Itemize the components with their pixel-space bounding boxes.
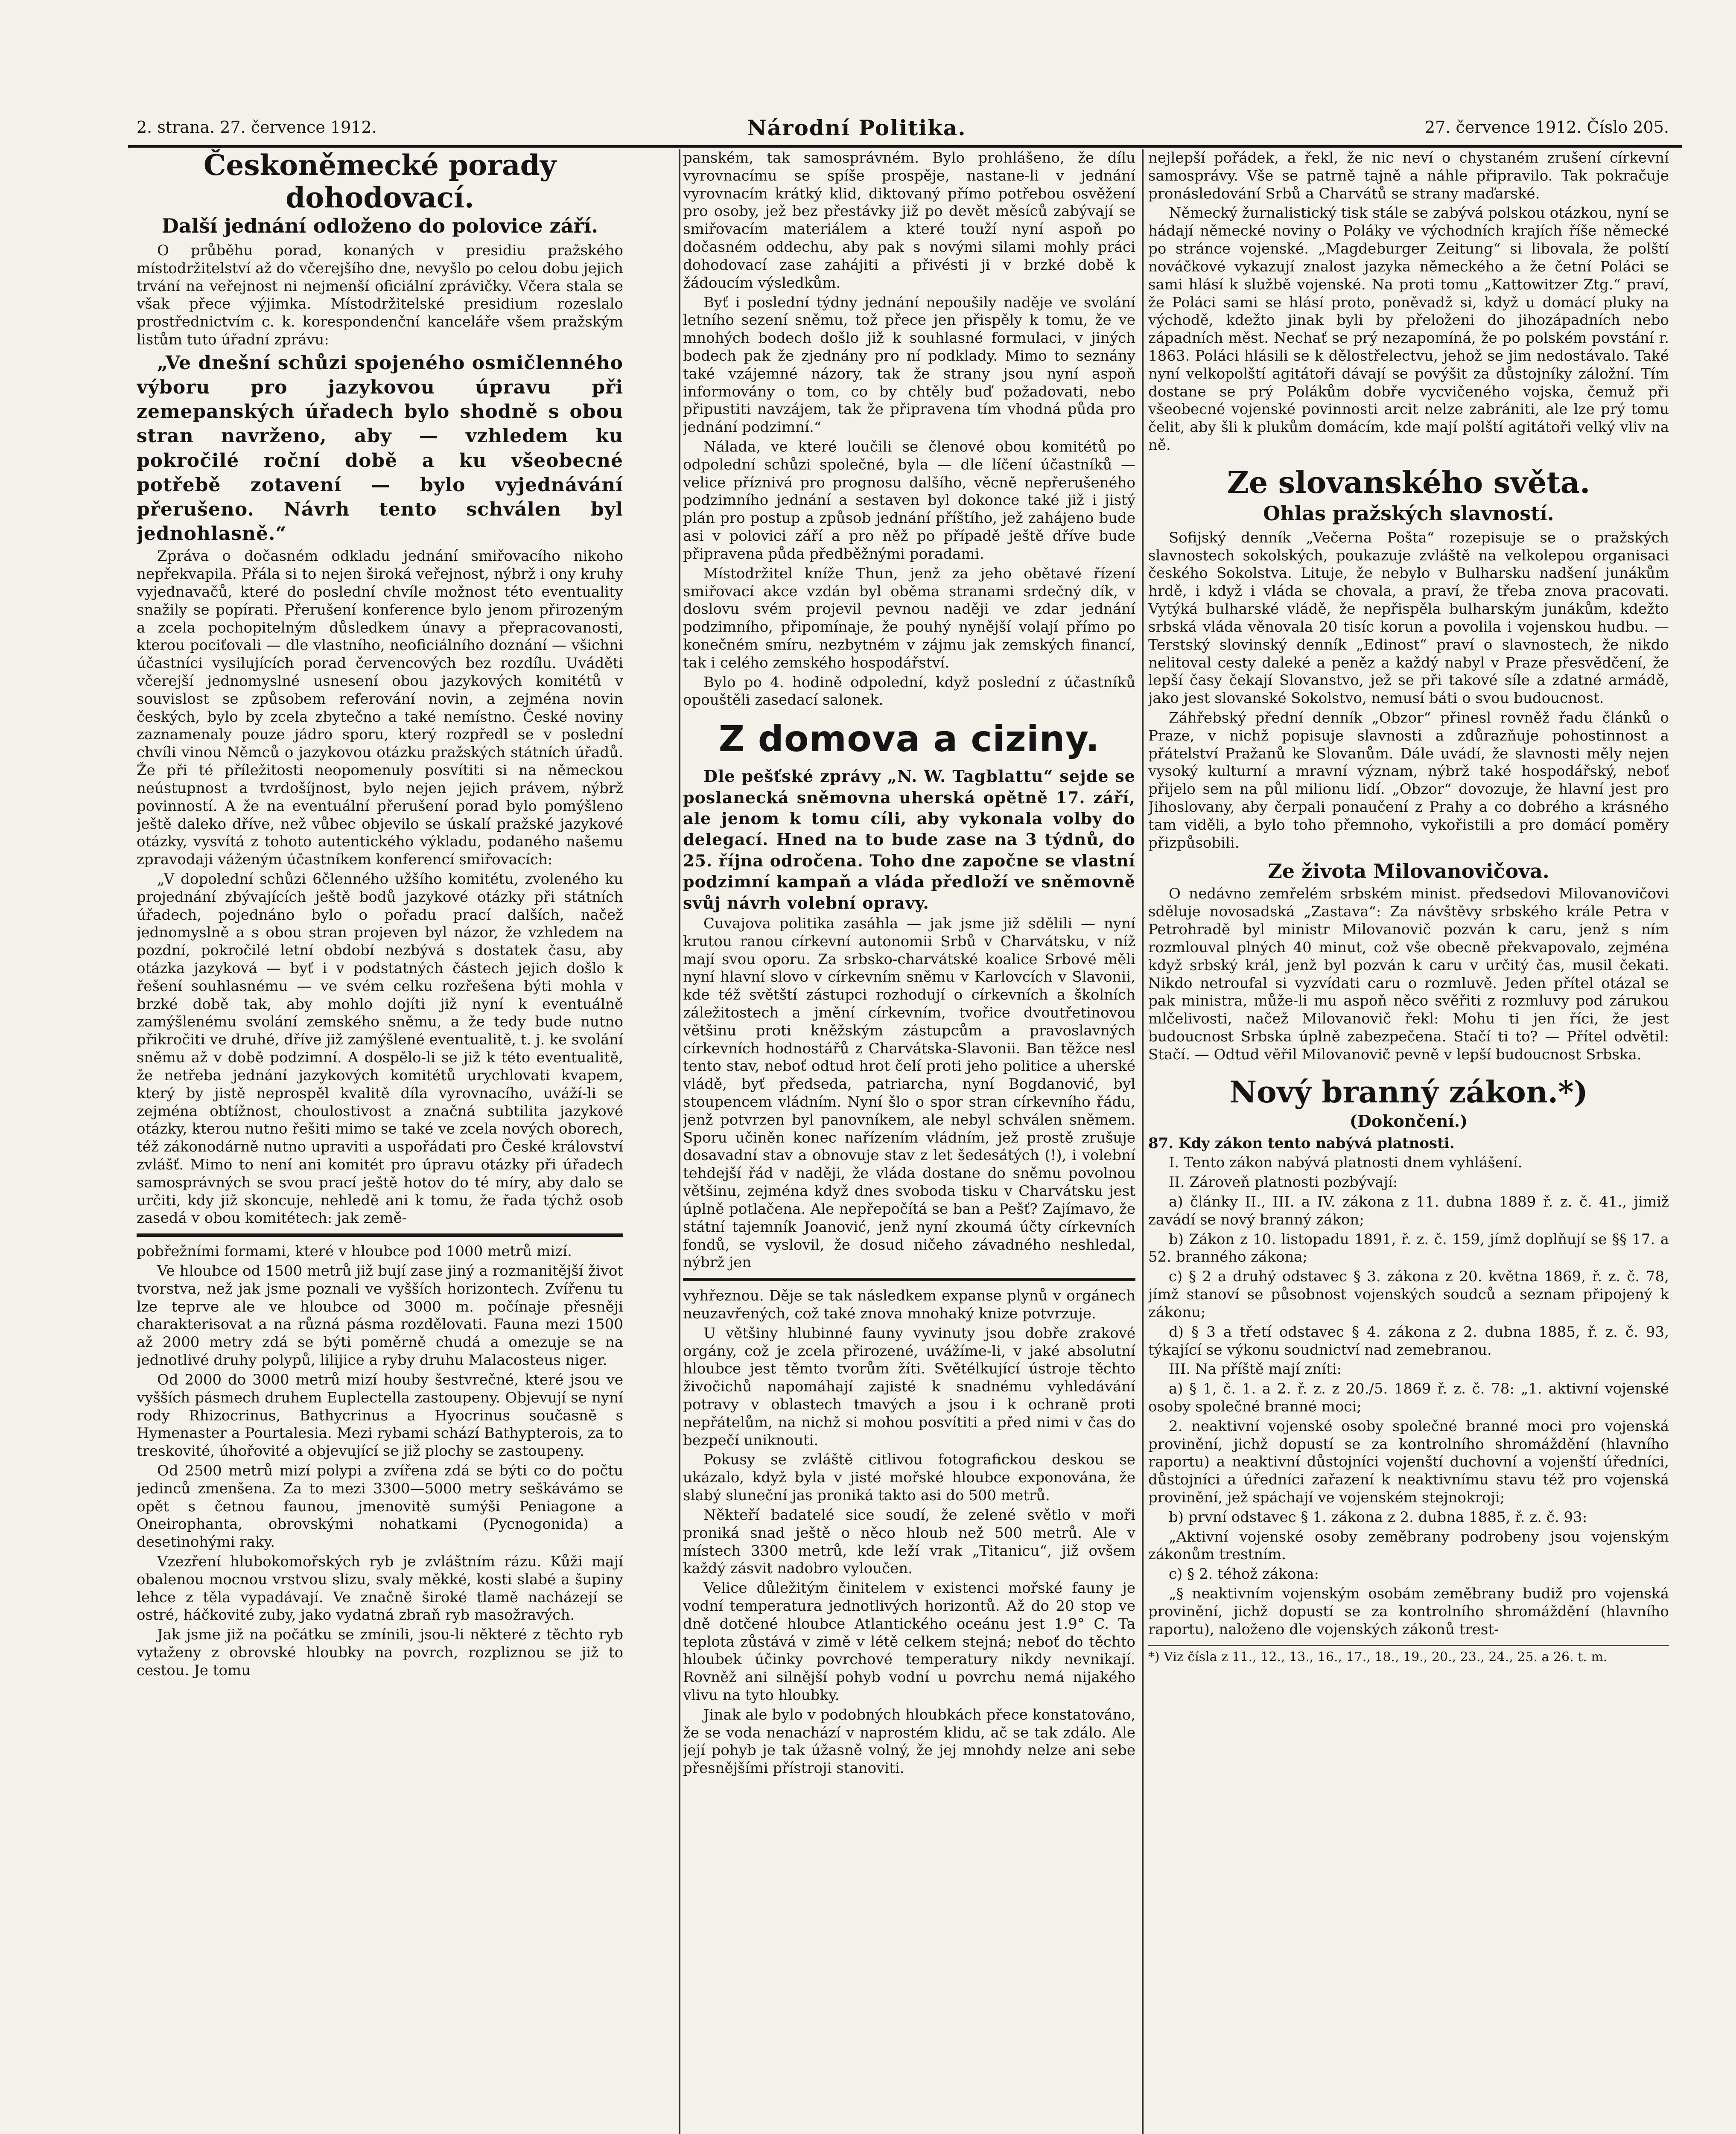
paragraph: O průběhu porad, konaných v presidiu pražského místodržitelství až do včerejšího dne, nevyšlo po celou dobu jejich trvání na veřejnost ni nejmenší oficiální zprávičky. Včera stala se však přece výjimka. Místodržitelské presidium rozeslalo prostřednictvím c. k. korespondenční kanceláře všem pražským listům tuto úřadní zprávu:	[137, 242, 623, 349]
paragraph: Zpráva o dočasném odkladu jednání smiřovacího nikoho nepřekvapila. Přála si to nejen široká veřejnost, nýbrž i ony kruhy vyjednavačů, které do poslední chvíle možnost této eventuality snažily se popírati. Přerušení konference bylo jenom přirozeným a zcela pochopitelným důsledkem únavy a přepracovanosti, kterou pociťovali — dle vlastního, neoficiálního doznání — všichni účastníci vysilujících porad červencových bez rozdílu. Uváděti včerejší jednomyslné usnesení obou jazykových komitétů v souvislost se způsobem referování novin, a zejména novin českých, bylo by zcela zbytečno a také nemístno. České noviny zaznamenaly pouze jádro sporu, který rozpředl se v poslední chvíli vinou Němců o jazykovou otázku pražských státních úřadů. Že při té příležitosti neopomenuly posvítiti si na německou neústupnost a tvrdošíjnost, bylo nejen jejich právem, nýbrž povinností. A že na eventuální přerušení porad bylo pomýšleno ještě daleko dříve, než vůbec objevilo se úskalí pražské jazykové otázky, vysvítá z tohoto autentického výkladu, podaného našemu zpravodaji váženým účastníkem konferencí smiřovacích:	[137, 548, 623, 869]
paragraph: panském, tak samosprávném. Bylo prohlášeno, že dílu vyrovnacímu se spíše prospěje, nastane-li v jednání vyrovnacím krátký klid, diktovaný přímo potřebou osvěžení pro osoby, jež bez přestávky již po devět měsíců zabývají se smiřovacím materiálem a které touží nyní aspoň po dočasném oddechu, aby pak s novými silami mohly práci dohodovací zase zahájiti a přivésti ji v brzké době k žádoucím výsledkům.	[683, 149, 1135, 292]
paragraph: O nedávno zemřelém srbském minist. předsedovi Milovanovičovi sděluje novosadská „Zastava“: Za návštěvy srbského krále Petra v Petrohradě byl ministr Milovanovič pozván k caru, jenž s ním rozmlouval plných 40 minut, což vše obecně překvapovalo, zejména když srbský král, jenž byl pozván k caru v určitý čas, musil čekati. Nikdo netroufal si vyzvídati caru o rozmluvě. Jeden přítel otázal se pak ministra, může-li mu aspoň něco svěřiti z rozmluvy pod zárukou mlčelivosti, načež Milovanovič řekl: Mohu ti jen říci, že jest budoucnost Srbska úplně zabezpečena. Stačí ti to? — Přítel odvětil: Stačí. — Odtud věřil Milovanovič pevně v lepší budoucnost Srbska.	[1148, 885, 1669, 1063]
section-subheading: Ze života Milovanovičova.	[1268, 860, 1549, 883]
official-quote: „Ve dnešní schůzi spojeného osmičlenného výboru pro jazykovou úpravu při zemepanských úřadech bylo shodně s obou stran navrženo, aby — vzhledem ku pokročilé roční době a ku všeobecné potřebě zotavení — bylo vyjednávání přerušeno. Návrh tento schválen byl jednohlasně.“	[137, 352, 623, 545]
paragraph: Bylo po 4. hodině odpolední, když poslední z účastníků opouštěli zasedací salonek.	[683, 673, 1135, 709]
article-subhead: Další jednání odloženo do polovice září.	[161, 214, 598, 237]
paragraph: pobřežními formami, které v hloubce pod 1000 metrů mizí.	[137, 1243, 572, 1260]
paragraph: c) § 2. téhož zákona:	[1169, 1566, 1319, 1583]
paragraph: „Aktivní vojenské osoby zeměbrany podrobeny jsou vojenským zákonům trestním.	[1148, 1528, 1669, 1563]
paragraph: II. Zároveň platnosti pozbývají:	[1169, 1174, 1398, 1191]
paragraph: Ve hloubce od 1500 metrů již bují zase jiný a rozmanitější život tvorstva, než jak jsme poznali ve vyšších horizontech. Zvířenu tu lze teprve ale ve hloubce od 3000 m. počínaje přesněji charakterisovat a na různá pásma rozdělovati. Fauna mezi 1500 až 2000 metry zdá se býti poměrně chudá a omezuje se na jednotlivé druhy polypů, lilijice a ryby druhu Malacosteus niger.	[137, 1262, 623, 1369]
paragraph: Byť i poslední týdny jednání nepoušily naděje ve svolání letního sezení sněmu, tož přece jen přispěly k tomu, že ve mnohých bodech došlo již k souhlasné formulaci, v jiných bodech pak že zjednány pro ní podklady. Mimo to seznány také vzájemné názory, tak že strany jsou nyní aspoň informovány o tom, co by chtěly buď požadovati, nebo připustiti navzájem, tak že připravena tím vhodná půda pro jednání podzimní.“	[683, 294, 1135, 436]
paragraph: b) první odstavec § 1. zákona z 2. dubna 1885, ř. z. č. 93:	[1169, 1508, 1587, 1526]
section-heading: Nový branný zákon.*)	[1229, 1074, 1588, 1110]
paragraph: Cuvajova politika zasáhla — jak jsme již sdělili — nyní krutou ranou církevní autonomii Srbů v Charvátsku, v níž mají svou oporu. Za srbsko-charvátské koalice Srbové měli nyní hlavní slovo v církevním sněmu v Karlovcích v Slavonii, kde též světští zástupci rozhodují o církevních a školních záležitostech a jmění církevním, tvořice dvoutřetinovou většinu proti kněžským zástupcům a pravoslavných církevních hodnostářů z Charvátska-Slavonii. Ban těžce nesl tento stav, neboť odtud hrot čelí proti jeho politice a uherské vládě, byť předseda, patriarcha, nyní Bogdanović, byl stoupencem vládním. Nyní šlo o spor stran církevního řádu, jenž potvrzen byl panovníkem, ale nebyl schválen sněmem. Sporu učiněn konec nařízením vládním, jež prostě zrušuje dosavadní stav a obnovuje stav z let šedesátých (!), i volební tehdejší řád v naději, že vláda dostane do sněmu povolnou většinu, zejména když dnes svoboda tisku v Charvátsku jest úplně potlačena. Ale nepřepočítá se ban a Pešť? Zajímavo, že státní tajemník Joanović, jenž nyní zkoumá účty církevních fondů, se vyslovil, že dosud ničeho závadného neshledal, nýbrž jen	[683, 915, 1135, 1271]
section-subheading: (Dokončení.)	[1349, 1111, 1468, 1131]
paragraph: „§ neaktivním vojenským osobám zeměbrany budiž pro vojenská provinění, jichž dopustí se za kontrolního shromáždění (hlavního raportu), naloženo dle vojenských zákonů trest-	[1148, 1585, 1669, 1638]
paragraph: Vzezření hlubokomořských ryb je zvláštním rázu. Kůži mají obalenou mocnou vrstvou slizu, svaly měkké, kosti slabé a šupiny lehce z těla vypadávají. Ve značně široké tlamě nacházejí se ostré, háčkovité zuby, jako vydatná zbraň ryb masožravých.	[137, 1553, 623, 1624]
paragraph: nejlepší pořádek, a řekl, že nic neví o chystaném zrušení církevní samosprávy. Vše se patrně tajně a náhle připravilo. Tak pokračuje pronásledování Srbů a Charvátů se strany maďarské.	[1148, 149, 1669, 202]
paragraph: a) články II., III. a IV. zákona z 11. dubna 1889 ř. z. č. 41., jimiž zavádí se nový branný zákon;	[1148, 1193, 1669, 1228]
article-headline: Českoněmecké porady dohodovací.	[203, 149, 557, 214]
paragraph: III. Na příště mají zníti:	[1169, 1361, 1342, 1378]
paragraph: Sofijský denník „Večerna Pošta“ rozepisuje se o pražských slavnostech sokolských, poukazuje zvláště na velkolepou organisaci českého Sokolstva. Lituje, že nebylo v Bulharsku nadšení junákům hrdě, i když i vláda se chovala, a praví, že třeba znova pracovati. Vytýká bulharské vládě, že nepřispěla bulharským junákům, kdežto srbská vláda věnovala 20 tisíc korun a povolila i vojenskou hudbu. — Terstský slovinský denník „Edinost“ praví o slavnostech, že nikdo nelitoval cesty daleké a peněz a každý nabyl v Praze přesvědčení, že lepší časy čekají Slovanstvo, jež se při takové síle a zdatné armádě, jako jest slovanské Sokolstvo, nemusí báti o svou budoucnost.	[1148, 529, 1669, 707]
paragraph: b) Zákon z 10. listopadu 1891, ř. z. č. 159, jímž doplňují se §§ 17. a 52. branného zákona;	[1148, 1230, 1669, 1266]
column-3	[1148, 149, 1669, 2134]
paragraph: U většiny hlubinné fauny vyvinuty jsou dobře zrakové orgány, což je zcela přirozené, uvážíme-li, v jaké absolutní hloubce jest těmto tvorům žíti. Světélkující ústroje těchto živočichů napomáhají zajisté k snadnému vyhledávání potravy v oblastech tmavých a jsou i k ochraně proti nepřátelům, na nichž si mohou posvítiti a před nimi v čas do bezpečí uniknouti.	[683, 1324, 1135, 1449]
paragraph: 87. Kdy zákon tento nabývá platnosti.	[1148, 1134, 1455, 1152]
column-rule	[1142, 149, 1144, 2134]
paragraph: Místodržitel kníže Thun, jenž za jeho obětavé řízení smiřovací akce vzdán byl oběma stranami srdečný dík, v doslovu svém projevil pevnou naději ve zdar jednání podzimního, připomínaje, že pouhý nynější volají přímo po konečném smíru, nezbytném v zájmu jak zemských financí, tak i celého zemského hospodářství.	[683, 565, 1135, 671]
paragraph: d) § 3 a třetí odstavec § 4. zákona z 2. dubna 1885, ř. z. č. 93, týkající se výkonu soudnictví nad zemebranou.	[1148, 1323, 1669, 1359]
newspaper-title: Národní Politika.	[747, 115, 966, 140]
section-heading: Ze slovanského světa.	[1227, 464, 1590, 500]
paragraph: Dle pešťské zprávy „N. W. Tagblattu“ sejde se poslanecká sněmovna uherská opětně 17. září, ale jenom k tomu cíli, aby vykonala volby do delegací. Hned na to bude zase na 3 týdnů, do 25. října odročena. Toho dne započne se vlastní podzimní kampaň a vláda předloží ve sněmovně svůj návrh volební opravy.	[683, 767, 1135, 912]
section-subheading: Ohlas pražských slavností.	[1263, 501, 1554, 525]
paragraph: 2. neaktivní vojenské osoby společné branné moci pro vojenská provinění, jichž dopustí se za kontrolního shromáždění (hlavního raportu) a neaktivní důstojníci vojenští duchovní a vojenští úředníci, důstojníci a úředníci zařazení k neaktivnímu stavu též pro vojenská provinění, jež spáchají ve vojenském stejnokroji;	[1148, 1417, 1669, 1506]
paragraph: Záhřebský přední denník „Obzor“ přinesl rovněž řadu článků o Praze, v nichž popisuje slavnosti a zdůrazňuje pohostinnost a přátelství Pražanů ke Slovanům. Dále uvádí, že slavnosti měly nejen vysoký kulturní a mravní význam, nýbrž také hospodářský, neboť přijelo sem na půl milionu lidí. „Obzor“ dovozuje, že hlavní jest pro Jihoslovany, aby čerpali ponaučení z Prahy a co dobrého a krásného tam viděli, a bylo toho přemnoho, vykořistili a pro domácí poměry přizpůsobili.	[1148, 709, 1669, 851]
paragraph: Od 2500 metrů mizí polypi a zvířena zdá se býti co do počtu jedinců zmenšena. Za to mezi 3300—5000 metry seškávámo se opět s četnou faunou, jmenovitě sumýši Peniagone a Oneirophanta, obrovskými nohatkami (Pycnogonida) a desetinohými raky.	[137, 1462, 623, 1551]
section-divider	[683, 1278, 1135, 1281]
section-heading: Z domova a ciziny.	[718, 718, 1100, 760]
paragraph: Od 2000 do 3000 metrů mizí houby šestvrečné, které jsou ve vyšších pásmech druhem Euplectella zastoupeny. Objevují se nyní rody Rhizocrinus, Bathycrinus a Hyocrinus současně s Hymenaster a Pourtalesia. Mezi rybami schází Bathypterois, za to treskovité, úhořovité a objevující se již plochy se zastoupeny.	[137, 1371, 623, 1460]
section-divider	[137, 1233, 623, 1237]
page-date-left: 2. strana. 27. července 1912.	[137, 118, 377, 137]
paragraph: Německý žurnalistický tisk stále se zabývá polskou otázkou, nyní se hádají německé noviny o Poláky ve východních krajích říše německé po stránce vojenské. „Magdeburger Zeitung“ si libovala, že polští nováčkové vykazují znalost jazyka německého a že četní Poláci se sami hlásí k službě vojenské. Na proti tomu „Kattowitzer Ztg.“ praví, že Poláci sami se hlásí proto, poněvadž si, když u domácí pluky na východě, kdežto jinak byli by přeloženi do jihozápadních nebo západních měst. Nechať se prý nezapomíná, že po polském povstání r. 1863. Poláci hlásili se k dělostřelectvu, jehož se jim nedostávalo. Také nyní velkopolští agitátoři dávají se povýšit za důstojníky záložní. Tím dostane se prý Polákům dobře vycvičeného vojska, čemuž při všeobecné vojenské povinnosti arcit nelze zabrániti, ale lze prý tomu čelit, aby šli k plukům domácím, kde mají polští agitátoři velký vliv na ně.	[1148, 204, 1669, 454]
paragraph: c) § 2 a druhý odstavec § 3. zákona z 20. května 1869, ř. z. č. 78, jímž stanoví se působnost vojenských soudců a seznam připojený k zákonu;	[1148, 1268, 1669, 1321]
footnote: *) Viz čísla z 11., 12., 13., 16., 17., 18., 19., 20., 23., 24., 25. a 26. t. m.	[1148, 1645, 1669, 1665]
column-rule	[679, 149, 680, 2134]
paragraph: vyhřeznou. Děje se tak následkem expanse plynů v orgánech neuzavřených, což také znova mnohaký knize potvrzuje.	[683, 1287, 1135, 1322]
paragraph: Velice důležitým činitelem v existenci mořské fauny je vodní temperatura jednotlivých horizontů. Až do 20 stop ve dně dotčené hloubce Atlantického oceánu jest 1.9° C. Ta teplota zůstává v zimě v létě celkem stejná; neboť do těchto hloubek účinky povrchové temperatury nikdy nevnikají. Rovněž ani silnější pohyb vodní u povrchu nemá nijakého vlivu na tyto hloubky.	[683, 1580, 1135, 1704]
paragraph: „V dopolední schůzi 6členného užšího komitétu, zvoleného ku projednání zbývajících ještě bodů jazykové otázky při státních úřadech, pojednáno bylo o pořadu prací dalších, načež jednomyslně a s obou stran projeven byl názor, že vzhledem na pozdní, pokročilé letní období nezbývá s dostatek času, aby otázka jazyková — byť i v podstatných částech jejich došlo k řešení souhlasnému — ve svém celku rozřešena býti mohla v brzké době tak, aby mohlo dojíti již nyní k eventuálně zamýšlenému svolání zemského sněmu, a že tedy bude nutno přikročiti ve druhé, dříve již zamýšlené eventualitě, t. j. ke svolání sněmu až v době podzimní. A dospělo-li se již k této eventualitě, že netřeba jednání jazykových komitétů urychlovati kvapem, který by jistě neprospěl kvalitě díla vyrovnacího, uváží-li se zejména obtížnost, choulostivost a značná subtilita jazykové otázky, kterou nutno řešiti mimo se také ve zcela nových oborech, též zákonodárně nutno upraviti a uspořádati pro České království zvlášť. Mimo to není ani komitét pro úpravu otázky při úřadech samosprávných se svou prací ještě hotov do té míry, aby dalo se určiti, kdy již skoncuje, nehledě ani k tomu, že řada týchž osob zasedá v obou komitétech: jak země-	[137, 870, 623, 1227]
paragraph: Pokusy se zvláště citlivou fotografickou deskou se ukázalo, když byla v jisté mořské hloubce exponována, že slabý sluneční jas proniká takto asi do 500 metrů.	[683, 1451, 1135, 1504]
paragraph: Jinak ale bylo v podobných hloubkách přece konstatováno, že se voda nenachází v naprostém klidu, ač se tak zdálo. Ale její pohyb je tak úžasně volný, že jej mnohdy nelze ani sebe přesnějšími přístroji stanoviti.	[683, 1706, 1135, 1777]
column-1	[137, 149, 623, 2134]
paragraph: a) § 1, č. 1. a 2. ř. z. z 20./5. 1869 ř. z. č. 78: „1. aktivní vojenské osoby společné branné moci;	[1148, 1380, 1669, 1415]
paragraph: Jak jsme již na počátku se zmínili, jsou-li některé z těchto ryb vytaženy z obrovské hloubky na povrch, rozpliznou se již to cestou. Je tomu	[137, 1626, 623, 1679]
paragraph: Nálada, ve které loučili se členové obou komitétů po odpolední schůzi společné, byla — dle líčení účastníků — velice příznivá pro prognosu dalšího, věcně nepřerušeného podzimního jednání a sestaven byl dokonce také již i jistý plán pro postup a způsob jednání příštího, jež zahájeno bude asi v polovici září a pro něž po případě ještě dříve bude připravena půda předběžnými poradami.	[683, 438, 1135, 563]
page-date-right: 27. července 1912. Číslo 205.	[1424, 118, 1669, 137]
masthead	[128, 107, 1682, 148]
column-2	[683, 149, 1135, 2134]
paragraph: Někteří badatelé sice soudí, že zelené světlo v moři proniká snad ještě o něco hloub než 500 metrů. Ale v místech 3300 metrů, kde leží vrak „Titanicu“, již ovšem každý zásvit nadobro vyloučen.	[683, 1506, 1135, 1577]
paragraph: I. Tento zákon nabývá platnosti dnem vyhlášení.	[1169, 1154, 1523, 1172]
